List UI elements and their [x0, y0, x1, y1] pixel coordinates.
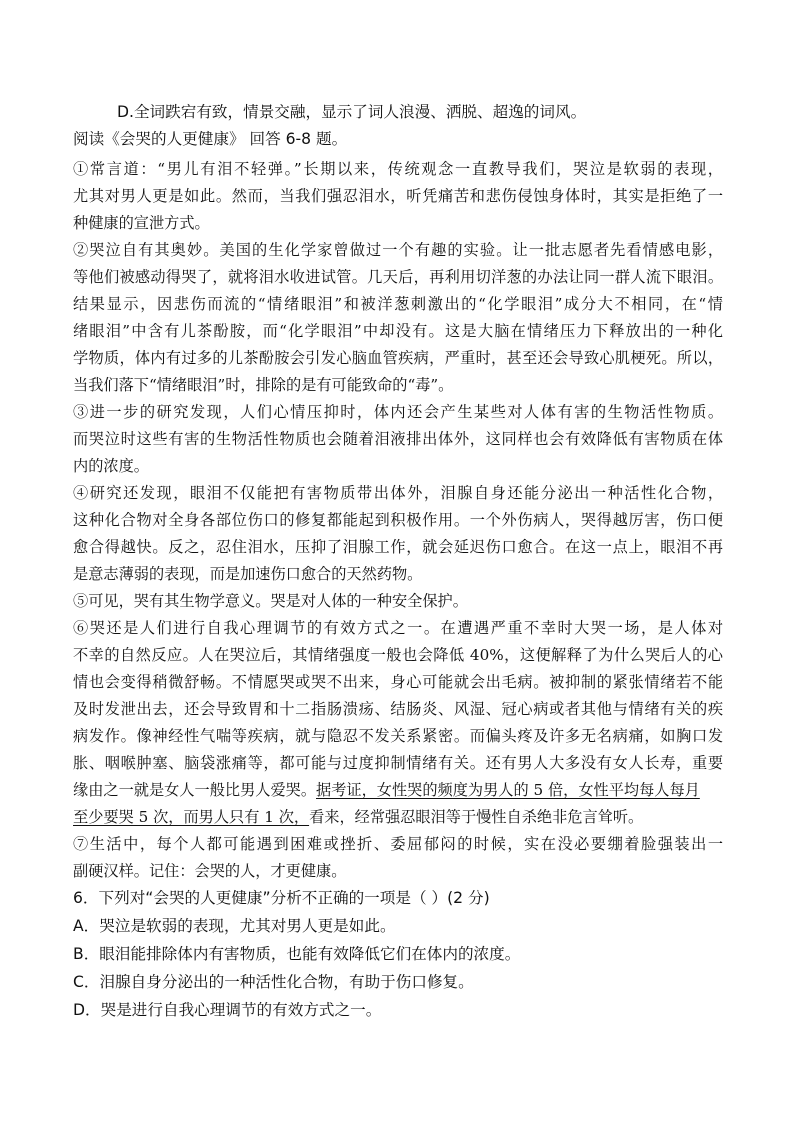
- passage-line: 当我们落下“情绪眼泪”时，排除的是有可能致命的“毒”。: [73, 376, 454, 394]
- passage-line: 情也会变得稍微舒畅。不情愿哭或哭不出来，身心可能就会出毛病。被抑制的紧张情绪若不能: [73, 673, 723, 691]
- reading-instruction: 阅读《会哭的人更健康》 回答 6-8 题。: [73, 130, 348, 148]
- passage-line: ⑥哭还是人们进行自我心理调节的有效方式之一。在遭遇严重不幸时大哭一场，是人体对: [73, 619, 723, 637]
- passage-line: 而哭泣时这些有害的生物活性物质也会随着泪液排出体外，这同样也会有效降低有害物质在体: [73, 430, 723, 448]
- underlined-text: 据考证，女性哭的频度为男人的 5 倍，女性平均每人每月: [316, 781, 700, 799]
- passage-line: ②哭泣自有其奥妙。美国的生化学家曾做过一个有趣的实验。让一批志愿者先看情感电影，: [73, 241, 723, 259]
- passage-line: [73, 807, 723, 827]
- option-c: C．泪腺自身分泌出的一种活性化合物，有助于伤口修复。: [73, 973, 474, 991]
- passage-line: ④研究还发现，眼泪不仅能把有害物质带出体外，泪腺自身还能分泌出一种活性化合物，: [73, 484, 723, 502]
- question-stem: 6．下列对“会哭的人更健康”分析不正确的一项是（ ）(2 分): [73, 889, 490, 907]
- passage-line: 不幸的自然反应。人在哭泣后，其情绪强度一般也会降低 40%，这便解释了为什么哭后人的心: [73, 646, 723, 664]
- passage-line: 病发作。像神经性气喘等疾病，就与隐忍不发关系紧密。而偏头疼及许多无名病痛，如胸口发: [73, 727, 723, 745]
- passage-line: 结果显示，因悲伤而流的“情绪眼泪”和被洋葱刺激出的“化学眼泪”成分大不相同，在“情: [73, 295, 723, 313]
- passage-line: ①常言道：“男儿有泪不轻弹。”长期以来，传统观念一直教导我们，哭泣是软弱的表现，: [73, 160, 723, 178]
- passage-line: 等他们被感动得哭了，就将泪水收进试管。几天后，再利用切洋葱的办法让同一群人流下眼泪。: [73, 268, 723, 286]
- passage-line: 胀、咽喉肿塞、脑袋涨痛等，都可能与过度抑制情绪有关。还有男人大多没有女人长寿，重要: [73, 754, 723, 772]
- passage-line: 副硬汉样。记住：会哭的人，才更健康。: [73, 862, 347, 880]
- option-a: A．哭泣是软弱的表现，尤其对男人更是如此。: [73, 917, 396, 935]
- option-b: B．眼泪能排除体内有害物质，也能有效降低它们在体内的浓度。: [73, 945, 521, 963]
- option-d: D．哭是进行自我心理调节的有效方式之一。: [73, 1001, 382, 1019]
- passage-line: 绪眼泪”中含有儿茶酚胺，而“化学眼泪”中却没有。这是大脑在情绪压力下释放出的一种化: [73, 322, 723, 340]
- passage-line: 这种化合物对全身各部位伤口的修复都能起到积极作用。一个外伤病人，哭得越厉害，伤口便: [73, 511, 723, 529]
- passage-line: 内的浓度。: [73, 457, 149, 475]
- passage-line: [73, 780, 723, 800]
- passage-text: 看来，经常强忍眼泪等于慢性自杀绝非危言耸听。: [309, 808, 644, 826]
- passage-line: 是意志薄弱的表现，而是加速伤口愈合的天然药物。: [73, 565, 423, 583]
- passage-line: 种健康的宣泄方式。: [73, 214, 210, 232]
- passage-line: 尤其对男人更是如此。然而，当我们强忍泪水，听凭痛苦和悲伤侵蚀身体时，其实是拒绝了一: [73, 187, 723, 205]
- passage-line: 学物质，体内有过多的儿茶酚胺会引发心脑血管疾病，严重时，甚至还会导致心肌梗死。所以，: [73, 349, 723, 367]
- passage-line: 及时发泄出去，还会导致胃和十二指肠溃疡、结肠炎、风湿、冠心病或者其他与情绪有关的疾: [73, 700, 723, 718]
- previous-option-d: D.全词跌宕有致，情景交融，显示了词人浪漫、洒脱、超逸的词风。: [117, 103, 587, 121]
- passage-line: ⑦生活中，每个人都可能遇到困难或挫折、委屈郁闷的时候，实在没必要绷着脸强装出一: [73, 835, 723, 853]
- passage-line: ③进一步的研究发现，人们心情压抑时，体内还会产生某些对人体有害的生物活性物质。: [73, 403, 723, 421]
- passage-line: 愈合得越快。反之，忍住泪水，压抑了泪腺工作，就会延迟伤口愈合。在这一点上，眼泪不再: [73, 538, 723, 556]
- underlined-text: 至少要哭 5 次，而男人只有 1 次，: [73, 808, 310, 826]
- passage-line: ⑤可见，哭有其生物学意义。哭是对人体的一种安全保护。: [73, 592, 468, 610]
- passage-text: 缘由之一就是女人一般比男人爱哭。: [73, 781, 316, 799]
